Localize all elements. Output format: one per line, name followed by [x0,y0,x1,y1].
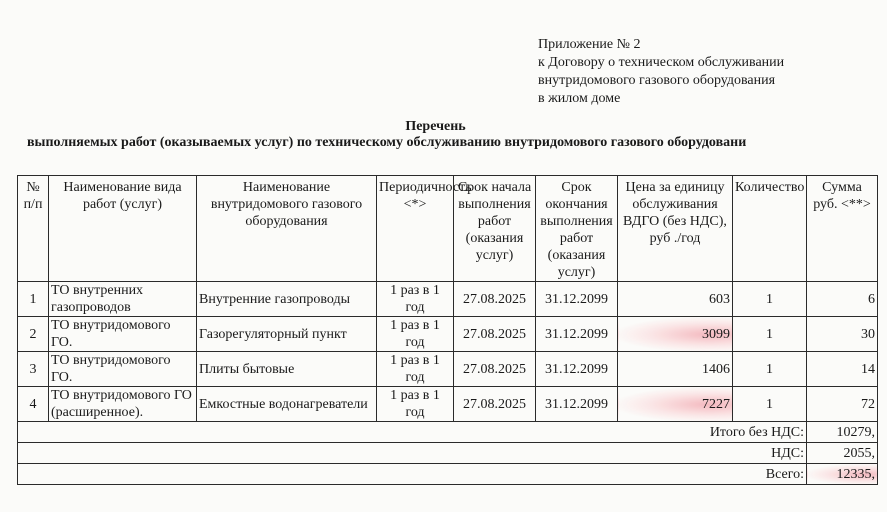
cell-work: ТО внутренних газопроводов [49,282,197,317]
cell-period: 1 раз в 1 год [377,317,454,352]
cell-price: 1406 [618,352,733,387]
cell-equipment: Емкостные водонагреватели [197,387,377,422]
cell-qty: 1 [733,317,807,352]
header-equipment: Наименование внутридомового газового оборудования [197,176,377,282]
grand-total-label: Всего: [18,464,807,485]
cell-period: 1 раз в 1 год [377,282,454,317]
cell-sum: 30 [807,317,878,352]
cell-end: 31.12.2099 [536,387,618,422]
vat-label: НДС: [18,443,807,464]
cell-start: 27.08.2025 [454,282,536,317]
cell-sum: 6 [807,282,878,317]
appendix-line-1: Приложение № 2 [538,37,641,52]
cell-equipment: Внутренние газопроводы [197,282,377,317]
cell-work: ТО внутридомового ГО. [49,352,197,387]
table-row [18,387,878,422]
cell-num: 2 [18,317,49,352]
cell-num: 3 [18,352,49,387]
header-work: Наименование вида работ (услуг) [49,176,197,282]
header-qty: Количество [733,176,807,282]
cell-price-highlighted: 7227 [618,387,733,422]
services-table [17,175,878,485]
header-start: Срок начала выполнения работ (оказания услуг) [454,176,536,282]
cell-qty: 1 [733,282,807,317]
cell-start: 27.08.2025 [454,387,536,422]
header-sum: Сумма руб. <**> [807,176,878,282]
cell-price: 603 [618,282,733,317]
header-end: Срок окончания выполнения работ (оказания услуг) [536,176,618,282]
cell-work: ТО внутридомового ГО. [49,317,197,352]
cell-period: 1 раз в 1 год [377,352,454,387]
table-row [18,352,878,387]
table-row [18,282,878,317]
document-title: Перечень [405,119,466,134]
vat-value: 2055, [807,443,878,464]
cell-qty: 1 [733,387,807,422]
appendix-line-2: к Договору о техническом обслуживании [538,55,785,70]
cell-work: ТО внутридомового ГО (расширенное). [49,387,197,422]
table-header-row [18,176,878,282]
header-price: Цена за единицу обслуживания ВДГО (без НДС), руб ./год [618,176,733,282]
appendix-line-3: внутридомового газового оборудования [538,73,776,88]
header-period: Периодичность <*> [377,176,454,282]
vat-row [18,443,878,464]
table-row [18,317,878,352]
cell-end: 31.12.2099 [536,282,618,317]
cell-period: 1 раз в 1 год [377,387,454,422]
appendix-header [538,36,784,108]
cell-equipment: Плиты бытовые [197,352,377,387]
cell-start: 27.08.2025 [454,352,536,387]
cell-sum: 72 [807,387,878,422]
header-num: № п/п [18,176,49,282]
cell-start: 27.08.2025 [454,317,536,352]
total-without-vat-row [18,422,878,443]
total-without-vat-value: 10279, [807,422,878,443]
appendix-line-4: в жилом доме [538,91,621,106]
total-without-vat-label: Итого без НДС: [18,422,807,443]
cell-qty: 1 [733,352,807,387]
cell-num: 1 [18,282,49,317]
cell-end: 31.12.2099 [536,317,618,352]
document-subtitle: выполняемых работ (оказываемых услуг) по техническому обслуживанию внутридомового газового оборудовани [27,135,747,150]
grand-total-value-highlighted: 12335, [807,464,878,485]
grand-total-row [18,464,878,485]
cell-end: 31.12.2099 [536,352,618,387]
cell-sum: 14 [807,352,878,387]
cell-equipment: Газорегуляторный пункт [197,317,377,352]
cell-price-highlighted: 3099 [618,317,733,352]
cell-num: 4 [18,387,49,422]
